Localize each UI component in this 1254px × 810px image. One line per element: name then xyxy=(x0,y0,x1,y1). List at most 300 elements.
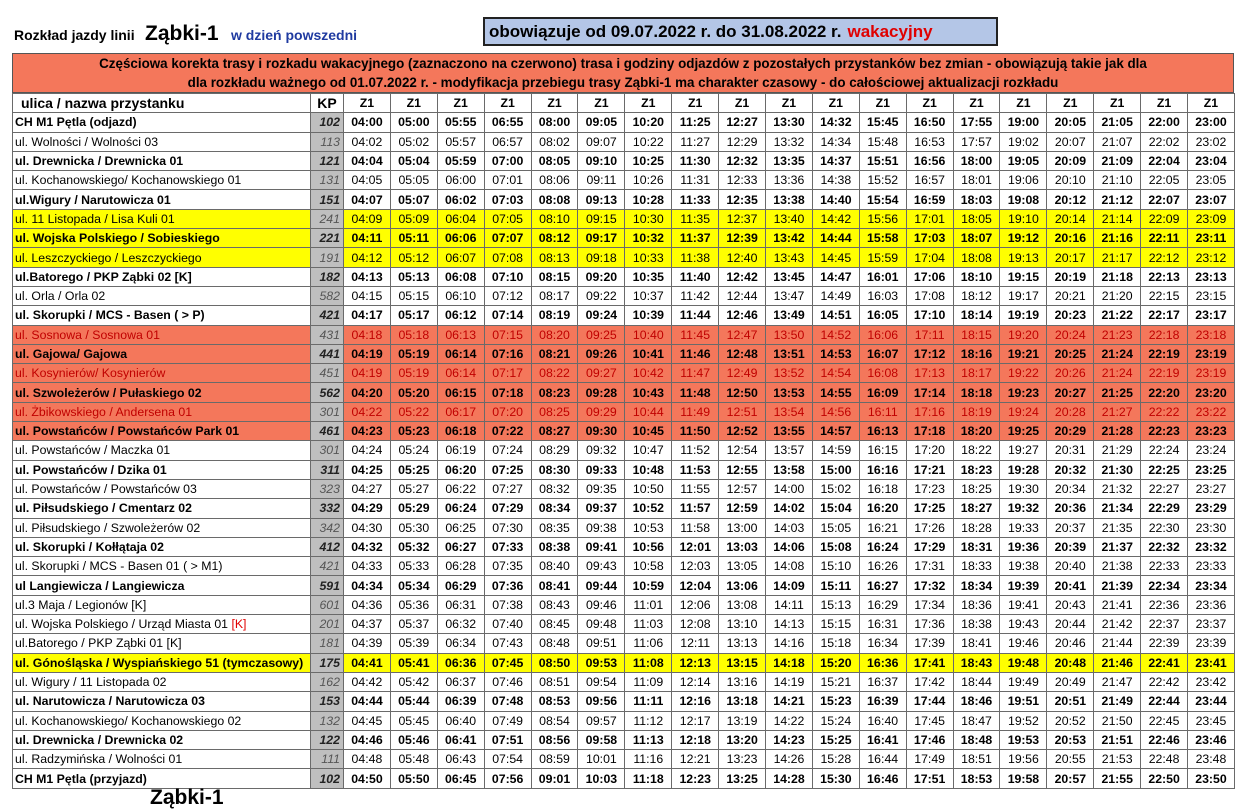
stop-name xyxy=(13,402,311,421)
stop-name-text: ul. Sosnowa / Sosnowa 01 xyxy=(15,327,160,342)
departure-time: 12:01 xyxy=(672,537,719,556)
stop-name xyxy=(13,209,311,228)
departure-time: 12:42 xyxy=(719,267,766,286)
departure-time: 18:36 xyxy=(953,595,1000,614)
departure-time: 07:48 xyxy=(484,692,531,711)
departure-time: 12:50 xyxy=(719,383,766,402)
stop-row xyxy=(13,132,1235,151)
departure-time: 22:45 xyxy=(1141,711,1188,730)
stop-row xyxy=(13,229,1235,248)
stop-name xyxy=(13,441,311,460)
stop-name-text: ul. Piłsudskiego / Cmentarz 02 xyxy=(15,501,192,516)
departure-time: 15:48 xyxy=(859,132,906,151)
trip-column-header: Z1 xyxy=(625,94,672,113)
stop-row xyxy=(13,248,1235,267)
departure-time: 04:07 xyxy=(344,190,391,209)
departure-time: 04:42 xyxy=(344,672,391,691)
departure-time: 10:28 xyxy=(625,190,672,209)
departure-time: 14:13 xyxy=(766,615,813,634)
departure-time: 15:21 xyxy=(812,672,859,691)
departure-time: 18:48 xyxy=(953,730,1000,749)
departure-time: 08:45 xyxy=(531,615,578,634)
stop-name xyxy=(13,229,311,248)
departure-time: 09:10 xyxy=(578,151,625,170)
departure-time: 17:10 xyxy=(906,306,953,325)
stop-kp-code: 132 xyxy=(311,711,344,730)
trip-column-header: Z1 xyxy=(1141,94,1188,113)
departure-time: 08:38 xyxy=(531,537,578,556)
departure-time: 18:28 xyxy=(953,518,1000,537)
departure-time: 08:59 xyxy=(531,750,578,769)
departure-time: 18:17 xyxy=(953,364,1000,383)
departure-time: 04:36 xyxy=(344,595,391,614)
departure-time: 23:07 xyxy=(1188,190,1235,209)
stop-kp-code: 441 xyxy=(311,344,344,363)
stop-name-text: ul. Powstańców / Dzika 01 xyxy=(15,462,167,477)
departure-time: 16:26 xyxy=(859,557,906,576)
departure-time: 23:30 xyxy=(1188,518,1235,537)
departure-time: 06:07 xyxy=(437,248,484,267)
stop-name xyxy=(13,151,311,170)
departure-time: 08:10 xyxy=(531,209,578,228)
departure-time: 04:20 xyxy=(344,383,391,402)
departure-time: 13:50 xyxy=(766,325,813,344)
departure-time: 08:48 xyxy=(531,634,578,653)
departure-time: 22:33 xyxy=(1141,557,1188,576)
stop-name-text: ul. Leszczyckiego / Leszczyckiego xyxy=(15,250,202,265)
departure-time: 07:00 xyxy=(484,151,531,170)
stop-row xyxy=(13,634,1235,653)
departure-time: 18:22 xyxy=(953,441,1000,460)
departure-time: 12:04 xyxy=(672,576,719,595)
departure-time: 17:39 xyxy=(906,634,953,653)
departure-time: 14:53 xyxy=(812,344,859,363)
stop-name xyxy=(13,653,311,672)
departure-time: 05:48 xyxy=(390,750,437,769)
departure-time: 16:44 xyxy=(859,750,906,769)
departure-time: 19:49 xyxy=(1000,672,1047,691)
departure-time: 09:13 xyxy=(578,190,625,209)
departure-time: 18:46 xyxy=(953,692,1000,711)
stop-name-text: ul. Narutowicza / Narutowicza 03 xyxy=(15,694,205,709)
departure-time: 09:35 xyxy=(578,479,625,498)
departure-time: 06:36 xyxy=(437,653,484,672)
departure-time: 05:19 xyxy=(390,344,437,363)
departure-time: 15:18 xyxy=(812,634,859,653)
departure-time: 18:33 xyxy=(953,557,1000,576)
departure-time: 08:32 xyxy=(531,479,578,498)
departure-time: 07:43 xyxy=(484,634,531,653)
departure-time: 21:24 xyxy=(1094,364,1141,383)
departure-time: 20:37 xyxy=(1047,518,1094,537)
departure-time: 05:59 xyxy=(437,151,484,170)
stop-kp-code: 121 xyxy=(311,151,344,170)
departure-time: 10:03 xyxy=(578,769,625,788)
departure-time: 04:48 xyxy=(344,750,391,769)
departure-time: 18:00 xyxy=(953,151,1000,170)
stop-name-text: ul. Skorupki / Kołłątaja 02 xyxy=(15,539,164,554)
departure-time: 12:08 xyxy=(672,615,719,634)
departure-time: 23:34 xyxy=(1188,576,1235,595)
departure-time: 05:00 xyxy=(390,113,437,132)
departure-time: 09:43 xyxy=(578,557,625,576)
departure-time: 21:16 xyxy=(1094,229,1141,248)
departure-time: 17:49 xyxy=(906,750,953,769)
departure-time: 18:20 xyxy=(953,422,1000,441)
departure-time: 23:04 xyxy=(1188,151,1235,170)
stop-row xyxy=(13,615,1235,634)
departure-time: 16:06 xyxy=(859,325,906,344)
stop-name xyxy=(13,557,311,576)
stop-name-text: ul. Powstańców / Powstańców Park 01 xyxy=(15,424,240,439)
departure-time: 08:27 xyxy=(531,422,578,441)
departure-time: 20:40 xyxy=(1047,557,1094,576)
validity-box xyxy=(483,17,998,46)
departure-time: 23:29 xyxy=(1188,499,1235,518)
departure-time: 09:18 xyxy=(578,248,625,267)
departure-time: 21:09 xyxy=(1094,151,1141,170)
departure-time: 17:34 xyxy=(906,595,953,614)
departure-time: 20:23 xyxy=(1047,306,1094,325)
departure-time: 07:46 xyxy=(484,672,531,691)
departure-time: 15:52 xyxy=(859,171,906,190)
departure-time: 21:35 xyxy=(1094,518,1141,537)
stop-row xyxy=(13,383,1235,402)
departure-time: 05:33 xyxy=(390,557,437,576)
departure-time: 23:17 xyxy=(1188,306,1235,325)
departure-time: 17:14 xyxy=(906,383,953,402)
departure-time: 05:42 xyxy=(390,672,437,691)
departure-time: 13:25 xyxy=(719,769,766,788)
stop-name xyxy=(13,248,311,267)
departure-time: 08:54 xyxy=(531,711,578,730)
stop-name xyxy=(13,286,311,305)
stop-kp-code: 191 xyxy=(311,248,344,267)
departure-time: 14:16 xyxy=(766,634,813,653)
stop-row xyxy=(13,460,1235,479)
line-name: Ząbki-1 xyxy=(145,22,219,45)
departure-time: 18:07 xyxy=(953,229,1000,248)
departure-time: 21:47 xyxy=(1094,672,1141,691)
departure-time: 19:23 xyxy=(1000,383,1047,402)
departure-time: 19:41 xyxy=(1000,595,1047,614)
departure-time: 19:00 xyxy=(1000,113,1047,132)
departure-time: 08:19 xyxy=(531,306,578,325)
departure-time: 21:07 xyxy=(1094,132,1141,151)
departure-time: 11:58 xyxy=(672,518,719,537)
departure-time: 18:44 xyxy=(953,672,1000,691)
departure-time: 18:03 xyxy=(953,190,1000,209)
departure-time: 13:55 xyxy=(766,422,813,441)
departure-time: 20:25 xyxy=(1047,344,1094,363)
departure-time: 16:40 xyxy=(859,711,906,730)
trip-column-header: Z1 xyxy=(766,94,813,113)
stop-name-text: ul. Drewnicka / Drewnicka 02 xyxy=(15,732,184,747)
departure-time: 07:08 xyxy=(484,248,531,267)
departure-time: 20:51 xyxy=(1047,692,1094,711)
departure-time: 05:12 xyxy=(390,248,437,267)
departure-time: 21:30 xyxy=(1094,460,1141,479)
departure-time: 16:07 xyxy=(859,344,906,363)
departure-time: 11:11 xyxy=(625,692,672,711)
departure-time: 17:04 xyxy=(906,248,953,267)
departure-time: 12:17 xyxy=(672,711,719,730)
departure-time: 12:23 xyxy=(672,769,719,788)
footer-line-fragment: Ząbki-1 xyxy=(150,786,224,809)
departure-time: 08:15 xyxy=(531,267,578,286)
trip-column-header: Z1 xyxy=(531,94,578,113)
stop-row xyxy=(13,209,1235,228)
departure-time: 05:19 xyxy=(390,364,437,383)
departure-time: 20:14 xyxy=(1047,209,1094,228)
departure-time: 06:40 xyxy=(437,711,484,730)
departure-time: 14:28 xyxy=(766,769,813,788)
departure-time: 11:53 xyxy=(672,460,719,479)
departure-time: 23:09 xyxy=(1188,209,1235,228)
departure-time: 18:51 xyxy=(953,750,1000,769)
departure-time: 13:23 xyxy=(719,750,766,769)
stop-name-text: ul.Batorego / PKP Ząbki 01 [K] xyxy=(15,636,182,651)
departure-time: 22:44 xyxy=(1141,692,1188,711)
departure-time: 05:18 xyxy=(390,325,437,344)
departure-time: 23:15 xyxy=(1188,286,1235,305)
departure-time: 14:22 xyxy=(766,711,813,730)
departure-time: 06:37 xyxy=(437,672,484,691)
departure-time: 06:10 xyxy=(437,286,484,305)
departure-time: 09:28 xyxy=(578,383,625,402)
departure-time: 23:32 xyxy=(1188,537,1235,556)
departure-time: 04:45 xyxy=(344,711,391,730)
departure-time: 11:48 xyxy=(672,383,719,402)
stop-kp-code: 323 xyxy=(311,479,344,498)
stop-name xyxy=(13,615,311,634)
departure-time: 07:12 xyxy=(484,286,531,305)
departure-time: 18:43 xyxy=(953,653,1000,672)
departure-time: 12:57 xyxy=(719,479,766,498)
departure-time: 21:29 xyxy=(1094,441,1141,460)
departure-time: 13:03 xyxy=(719,537,766,556)
departure-time: 19:10 xyxy=(1000,209,1047,228)
departure-time: 14:23 xyxy=(766,730,813,749)
departure-time: 22:32 xyxy=(1141,537,1188,556)
departure-time: 11:49 xyxy=(672,402,719,421)
departure-time: 14:03 xyxy=(766,518,813,537)
stop-name-text: ul. Drewnicka / Drewnicka 01 xyxy=(15,154,184,169)
departure-time: 11:03 xyxy=(625,615,672,634)
departure-time: 09:11 xyxy=(578,171,625,190)
departure-time: 19:52 xyxy=(1000,711,1047,730)
departure-time: 13:49 xyxy=(766,306,813,325)
departure-time: 23:44 xyxy=(1188,692,1235,711)
departure-time: 15:59 xyxy=(859,248,906,267)
departure-time: 16:24 xyxy=(859,537,906,556)
departure-time: 20:10 xyxy=(1047,171,1094,190)
departure-time: 19:39 xyxy=(1000,576,1047,595)
departure-time: 05:32 xyxy=(390,537,437,556)
departure-time: 22:22 xyxy=(1141,402,1188,421)
departure-time: 20:39 xyxy=(1047,537,1094,556)
departure-time: 14:44 xyxy=(812,229,859,248)
departure-time: 04:32 xyxy=(344,537,391,556)
departure-time: 15:02 xyxy=(812,479,859,498)
departure-time: 05:29 xyxy=(390,499,437,518)
departure-time: 16:57 xyxy=(906,171,953,190)
departure-time: 16:50 xyxy=(906,113,953,132)
departure-time: 12:16 xyxy=(672,692,719,711)
departure-time: 19:06 xyxy=(1000,171,1047,190)
stop-name-text: CH M1 Pętla (przyjazd) xyxy=(15,771,147,786)
departure-time: 05:27 xyxy=(390,479,437,498)
departure-time: 17:21 xyxy=(906,460,953,479)
departure-time: 13:00 xyxy=(719,518,766,537)
departure-time: 10:01 xyxy=(578,750,625,769)
departure-time: 09:20 xyxy=(578,267,625,286)
departure-time: 08:05 xyxy=(531,151,578,170)
departure-time: 14:32 xyxy=(812,113,859,132)
departure-time: 08:12 xyxy=(531,229,578,248)
departure-time: 08:13 xyxy=(531,248,578,267)
departure-time: 23:18 xyxy=(1188,325,1235,344)
departure-time: 14:52 xyxy=(812,325,859,344)
departure-time: 22:41 xyxy=(1141,653,1188,672)
departure-time: 21:50 xyxy=(1094,711,1141,730)
departure-time: 10:26 xyxy=(625,171,672,190)
stop-kp-code: 421 xyxy=(311,306,344,325)
departure-time: 12:48 xyxy=(719,344,766,363)
departure-time: 07:27 xyxy=(484,479,531,498)
departure-time: 05:23 xyxy=(390,422,437,441)
departure-time: 19:38 xyxy=(1000,557,1047,576)
departure-time: 16:05 xyxy=(859,306,906,325)
stop-row xyxy=(13,364,1235,383)
departure-time: 17:18 xyxy=(906,422,953,441)
departure-time: 14:00 xyxy=(766,479,813,498)
departure-time: 23:24 xyxy=(1188,441,1235,460)
stop-row xyxy=(13,151,1235,170)
departure-time: 04:24 xyxy=(344,441,391,460)
departure-time: 14:40 xyxy=(812,190,859,209)
departure-time: 22:07 xyxy=(1141,190,1188,209)
departure-time: 20:49 xyxy=(1047,672,1094,691)
departure-time: 07:30 xyxy=(484,518,531,537)
departure-time: 13:05 xyxy=(719,557,766,576)
departure-time: 12:11 xyxy=(672,634,719,653)
departure-time: 17:32 xyxy=(906,576,953,595)
stop-name-text: ul. Żbikowskiego / Andersena 01 xyxy=(15,404,193,419)
stop-kp-code: 153 xyxy=(311,692,344,711)
correction-notice xyxy=(12,53,1234,93)
departure-time: 08:29 xyxy=(531,441,578,460)
departure-time: 06:14 xyxy=(437,344,484,363)
departure-time: 08:22 xyxy=(531,364,578,383)
departure-time: 08:35 xyxy=(531,518,578,537)
departure-time: 19:28 xyxy=(1000,460,1047,479)
departure-time: 07:33 xyxy=(484,537,531,556)
trip-column-header: Z1 xyxy=(1188,94,1235,113)
departure-time: 16:31 xyxy=(859,615,906,634)
departure-time: 21:55 xyxy=(1094,769,1141,788)
departure-time: 14:06 xyxy=(766,537,813,556)
departure-time: 21:32 xyxy=(1094,479,1141,498)
stop-name xyxy=(13,325,311,344)
stop-name xyxy=(13,190,311,209)
stop-name xyxy=(13,750,311,769)
trip-column-header: Z1 xyxy=(859,94,906,113)
departure-time: 19:30 xyxy=(1000,479,1047,498)
departure-time: 15:04 xyxy=(812,499,859,518)
departure-time: 09:05 xyxy=(578,113,625,132)
departure-time: 05:04 xyxy=(390,151,437,170)
trip-column-header: Z1 xyxy=(578,94,625,113)
departure-time: 22:11 xyxy=(1141,229,1188,248)
stop-name xyxy=(13,383,311,402)
departure-time: 13:40 xyxy=(766,209,813,228)
departure-time: 06:24 xyxy=(437,499,484,518)
departure-time: 08:50 xyxy=(531,653,578,672)
departure-time: 22:19 xyxy=(1141,364,1188,383)
departure-time: 11:47 xyxy=(672,364,719,383)
stop-kp-code: 311 xyxy=(311,460,344,479)
departure-time: 11:16 xyxy=(625,750,672,769)
departure-time: 08:53 xyxy=(531,692,578,711)
departure-time: 12:59 xyxy=(719,499,766,518)
stop-row xyxy=(13,402,1235,421)
departure-time: 12:13 xyxy=(672,653,719,672)
departure-time: 05:15 xyxy=(390,286,437,305)
stop-kp-code: 122 xyxy=(311,730,344,749)
stop-kp-code: 175 xyxy=(311,653,344,672)
stop-name-text: ul. Gónośląska / Wyspiańskiego 51 (tymczasowy) xyxy=(15,655,304,670)
departure-time: 13:36 xyxy=(766,171,813,190)
departure-time: 20:21 xyxy=(1047,286,1094,305)
stop-name-text: ul.Batorego / PKP Ząbki 02 [K] xyxy=(15,269,192,284)
stop-row xyxy=(13,171,1235,190)
departure-time: 13:57 xyxy=(766,441,813,460)
departure-time: 14:19 xyxy=(766,672,813,691)
departure-time: 06:57 xyxy=(484,132,531,151)
departure-time: 20:53 xyxy=(1047,730,1094,749)
departure-time: 10:25 xyxy=(625,151,672,170)
departure-time: 10:30 xyxy=(625,209,672,228)
departure-time: 16:46 xyxy=(859,769,906,788)
departure-time: 09:24 xyxy=(578,306,625,325)
departure-time: 10:50 xyxy=(625,479,672,498)
departure-time: 12:29 xyxy=(719,132,766,151)
departure-time: 08:51 xyxy=(531,672,578,691)
stop-name-text: ul. Powstańców / Powstańców 03 xyxy=(15,482,197,497)
departure-time: 16:36 xyxy=(859,653,906,672)
departure-time: 19:51 xyxy=(1000,692,1047,711)
departure-time: 11:57 xyxy=(672,499,719,518)
departure-time: 05:57 xyxy=(437,132,484,151)
stop-kp-code: 181 xyxy=(311,634,344,653)
departure-time: 22:48 xyxy=(1141,750,1188,769)
departure-time: 05:20 xyxy=(390,383,437,402)
departure-time: 22:29 xyxy=(1141,499,1188,518)
stop-name-text: ul. Szwoleżerów / Pułaskiego 02 xyxy=(15,385,202,400)
departure-time: 05:46 xyxy=(390,730,437,749)
trip-column-header: Z1 xyxy=(344,94,391,113)
departure-time: 04:41 xyxy=(344,653,391,672)
departure-time: 06:27 xyxy=(437,537,484,556)
departure-time: 18:08 xyxy=(953,248,1000,267)
departure-time: 20:44 xyxy=(1047,615,1094,634)
stop-kp-code: 182 xyxy=(311,267,344,286)
departure-time: 20:31 xyxy=(1047,441,1094,460)
departure-time: 22:27 xyxy=(1141,479,1188,498)
departure-time: 07:54 xyxy=(484,750,531,769)
departure-time: 18:05 xyxy=(953,209,1000,228)
